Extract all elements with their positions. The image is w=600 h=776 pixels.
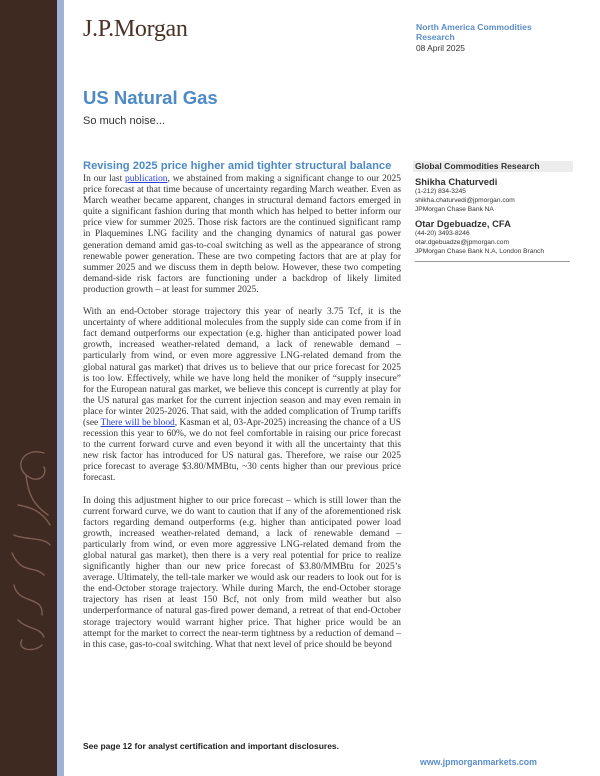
analyst-name: Otar Dgebuadze, CFA <box>415 218 511 229</box>
jpmorgan-signature-watermark <box>4 445 54 655</box>
jpmorgan-logo: J.P.Morgan <box>83 16 188 42</box>
paragraph-text: , we abstained from making a significant change to our 2025 price forecast at that time because of uncertainty regarding March weather. Even as March weather became apparent, changes in structural demand factors emerged in quite a significant fashion during that month which has helped to better inform our price view for summer 2025. Those risk factors are the continued significant ramp in Plaquemines LNG facility and the changing dynamics of natural gas power generation demand amid gas-to-coal switching as well as the appearance of strong renewable power generation. These are two competing factors that are at play for summer 2025 and we discuss them in depth below. However, these two competing demand-side risk factors are functioning under a backdrop of likely limited production growth – at least for summer 2025. <box>83 174 401 295</box>
brand-sidebar <box>0 0 57 776</box>
there-will-be-blood-link[interactable]: There will be blood <box>100 417 175 428</box>
body-paragraph <box>83 307 401 485</box>
report-body <box>83 174 401 662</box>
body-paragraph: In doing this adjustment higher to our price forecast – which is still lower than the current forward curve, we do want to caution that if any of the aforementioned risk factors regarding demand outperforms (e.g. higher than anticipated power load growth, increased weather-related demand, a lack of renewable demand – particularly from wind, or even more aggressive LNG-related demand from the global natural gas market), then there is a very real potential for price to realize significantly higher than our new price forecast of $3.80/MMBtu for 2025’s average. Ultimately, the tell-tale marker we would ask our readers to look out for is the end-October storage trajectory. While during March, the end-October storage trajectory has risen at least 150 Bcf, not only from mild weather but also underperformance of natural gas-fired power demand, a retreat of that end-October storage trajectory would warrant higher price. That higher price would be an attempt for the market to correct the near-term tightness by a reduction of demand – in this case, gas-to-coal switching. What that next level of price should be beyond <box>83 495 401 650</box>
disclosure-notice: See page 12 for analyst certification and important disclosures. <box>83 741 340 751</box>
report-subtitle: So much noise... <box>83 115 165 127</box>
analyst-email[interactable]: otar.dgebuadze@jpmorgan.com <box>415 239 509 246</box>
analyst-name: Shikha Chaturvedi <box>415 176 498 187</box>
analyst-phone: (44-20) 3493-8246 <box>415 230 470 237</box>
publication-link[interactable]: publication <box>125 174 168 184</box>
paragraph-text: In our last <box>83 174 126 184</box>
report-date: 08 April 2025 <box>416 43 465 53</box>
report-title: US Natural Gas <box>83 87 218 108</box>
sidebar-accent-strip <box>57 0 64 776</box>
report-header-meta <box>416 22 586 54</box>
analyst-email[interactable]: shikha.chaturvedi@jpmorgan.com <box>415 197 515 204</box>
research-group-label: Global Commodities Research <box>413 161 573 172</box>
body-paragraph <box>83 174 401 296</box>
analyst-entity: JPMorgan Chase Bank NA <box>415 206 494 213</box>
analyst-entity: JPMorgan Chase Bank N.A, London Branch <box>415 248 545 255</box>
divider <box>415 261 570 262</box>
section-heading: Revising 2025 price higher amid tighter structural balance <box>83 160 392 172</box>
department-name-line2: Research <box>416 32 455 42</box>
paragraph-text: With an end-October storage trajectory this year of nearly 3.75 Tcf, it is the uncertainty of where additional molecules from the supply side can come from if in fact demand outperforms our expectation (e.g. higher than anticipated power load growth, increased weather-related demand, a lack of renewable demand – particularly from wind, or even more aggressive LNG-related demand from the global natural gas market) that drives us to believe that our price forecast for 2025 is too low. Effectively, while we have long held the moniker of “supply insecure” for the European natural gas market, we believe this concept is currently at play for the US natural gas market for the current injection season and may even remain in place for winter 2025-2026. That said, with the added complication of Trump tariffs (see <box>83 307 401 428</box>
website-link[interactable]: www.jpmorganmarkets.com <box>420 757 537 767</box>
department-name: North America Commodities <box>416 22 532 32</box>
analyst-phone: (1-212) 834-3245 <box>415 188 466 195</box>
analyst-contacts <box>413 161 573 262</box>
paragraph-text: , Kasman et al, 03-Apr-2025) increasing the chance of a US recession this year to 60%, we do not feel comfortable in raising our price forecast to the current forward curve and even beyond it with all the uncertainty that this new risk factor has introduced for US natural gas. Therefore, we raise our 2025 price forecast to average $3.80/MMBtu, ~30 cents higher than our previous price forecast. <box>83 417 401 484</box>
